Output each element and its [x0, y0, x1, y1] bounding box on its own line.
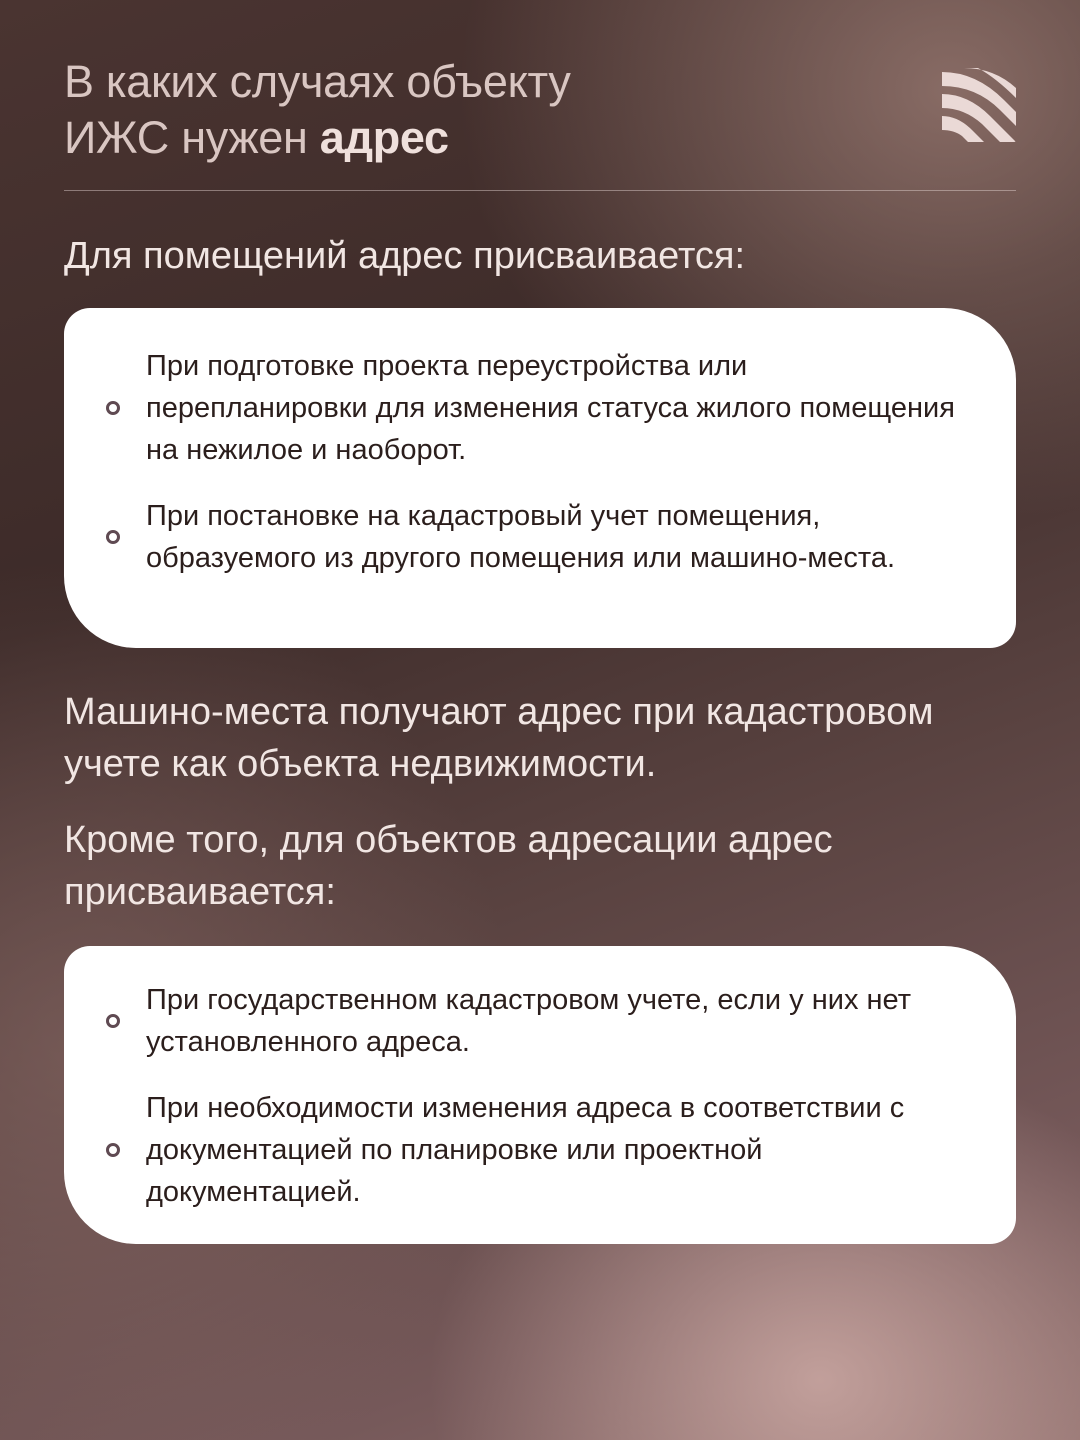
- list-item: [146, 345, 956, 471]
- bullet-icon: [106, 530, 120, 544]
- header-divider: [64, 190, 1016, 191]
- list-item: [146, 495, 956, 579]
- list-item-text: При государственном кадастровом учете, если у них нет установленного адреса.: [146, 984, 911, 1058]
- stripes-logo-icon: [942, 68, 1016, 142]
- parking-lead: Машино-места получают адрес при кадастровом учете как объекта недвижимости.: [64, 691, 934, 785]
- page-title: [64, 54, 824, 166]
- list-item-text: При постановке на кадастровый учет помещения, образуемого из другого помещения или машино-места.: [146, 500, 896, 574]
- list-item-text: При подготовке проекта переустройства или перепланировки для изменения статуса жилого помещения на нежилое и наоборот.: [146, 350, 955, 466]
- list-item: [146, 1087, 956, 1213]
- bullet-icon: [106, 1143, 120, 1157]
- header: [64, 54, 1016, 164]
- list-item-text: При необходимости изменения адреса в соответствии с документацией по планировке или проектной документацией.: [146, 1092, 905, 1208]
- premises-lead: Для помещений адрес присваивается:: [64, 235, 746, 277]
- title-line-2: ИЖС нужен: [64, 112, 320, 163]
- other-lead: Кроме того, для объектов адресации адрес присваивается:: [64, 819, 833, 913]
- other-card: [64, 946, 1016, 1244]
- list-item: [146, 979, 956, 1063]
- bullet-icon: [106, 401, 120, 415]
- bullet-icon: [106, 1014, 120, 1028]
- premises-card: [64, 308, 1016, 648]
- title-accent: адрес: [319, 112, 449, 163]
- title-line-1: В каких случаях объекту: [64, 56, 571, 107]
